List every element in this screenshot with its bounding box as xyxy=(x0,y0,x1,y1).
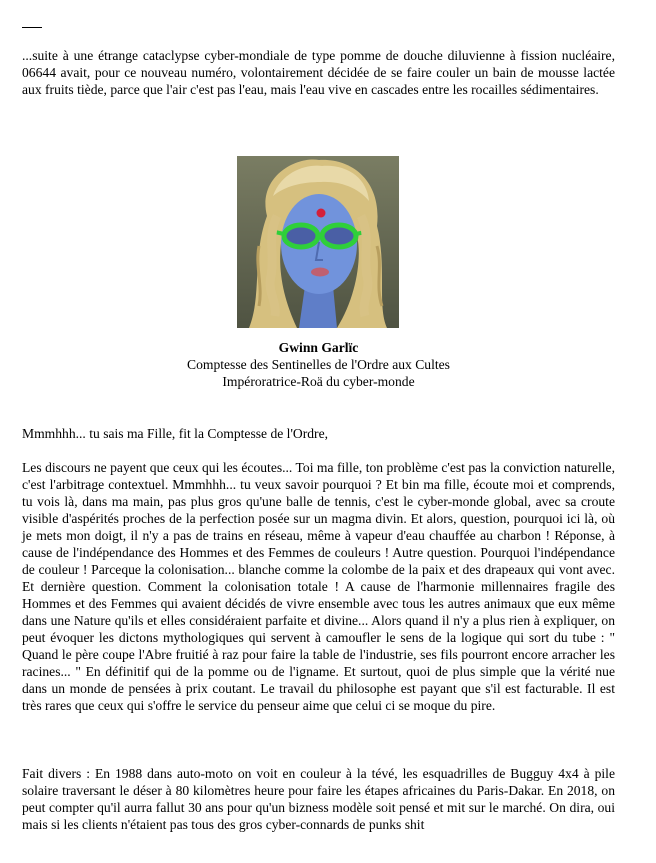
greeting-paragraph: Mmmhhh... tu sais ma Fille, fit la Comptesse de l'Ordre, xyxy=(22,426,329,441)
intro-paragraph: ...suite à une étrange cataclypse cyber-mondiale de type pomme de douche diluvienne à fission nucléaire, 06644 avait, pour ce nouveau numéro, volontairement décidée de se faire couler un bain de mousse lactée aux fruits tiède, parce que l'air c'est pas l'eau, mais l'eau vive en cascades entre les rocailles sédimentaires. xyxy=(22,48,615,97)
separator-rule xyxy=(22,27,42,28)
caption-subtitle: Impéroratrice-Roä du cyber-monde xyxy=(222,374,415,389)
caption-title: Comptesse des Sentinelles de l'Ordre aux Cultes xyxy=(187,357,450,372)
portrait-caption xyxy=(22,339,615,390)
bindi xyxy=(317,209,326,218)
lips xyxy=(311,268,329,277)
speech-paragraph: Les discours ne payent que ceux qui les écoutes... Toi ma fille, ton problème c'est pas la conviction naturelle, c'est l'arbitrage contextuel. Mmmhhh... tu veux savoir pourquoi ? Et bin ma fille, écoute moi et comprends, tu vois là, dans ma main, pas plus gros qu'une balle de tennis, c'est le cyber-monde global, avec sa croute visible d'aspérités proches de la perfection posée sur un magma divin. Et alors, question, pourquoi ici là, où je mets mon doigt, il n'y a pas de trains en réseau, même à vapeur d'eau chauffée au charbon ! Réponse, à cause de l'indépendance des Hommes et des Femmes de couleurs ! Autre question. Pourquoi l'indépendance de couleur ! Parceque la colonisation... blanche comme la colombe de la paix et des drapeaux qui vont avec. Et dernière question. Comment la colonisation totale ! A cause de l'harmonie millennaires fragile des Hommes et des Femmes qui avaient décidés de vivre ensemble avec tous les autres animaux que eux même dans une Nature qu'ils et elles considéraient parfaite et divine... Alors quand il n'y a plus rien à expliquer, on peut évoquer les dictons mythologiques qui servent à camoufler le sens de la logique qui sort du tube : " Quand le père coupe l'Abre fruitié à raz pour faire la table de l'industrie, ses fils pourront encore arracher les racines... " En définitif qui de la pomme ou de l'igname. Et surtout, quoi de plus simple que la vérité nue dans un monde de pensées à prix coutant. Le travail du philosophe est payant que s'il est facturable. Il est très rares que ceux qui s'offre le service du penseur aime que celui ci se moque du pire. xyxy=(22,460,615,713)
portrait-image xyxy=(237,156,399,328)
caption-name: Gwinn Garlïc xyxy=(278,340,359,355)
news-paragraph: Fait divers : En 1988 dans auto-moto on voit en couleur à la tévé, les esquadrilles de Bugguy 4x4 à pile solaire traversant le déser à 80 kilomètres heure pour faire les étapes africaines du Paris-Dakar. En 2018, on peut compter qu'il aurra fallut 30 ans pour qu'un bizness modèle soit pensé et mit sur le marché. On dira, oui mais si les clients n'étaient pas tous des gros cyber-connards de punks shit xyxy=(22,766,615,832)
